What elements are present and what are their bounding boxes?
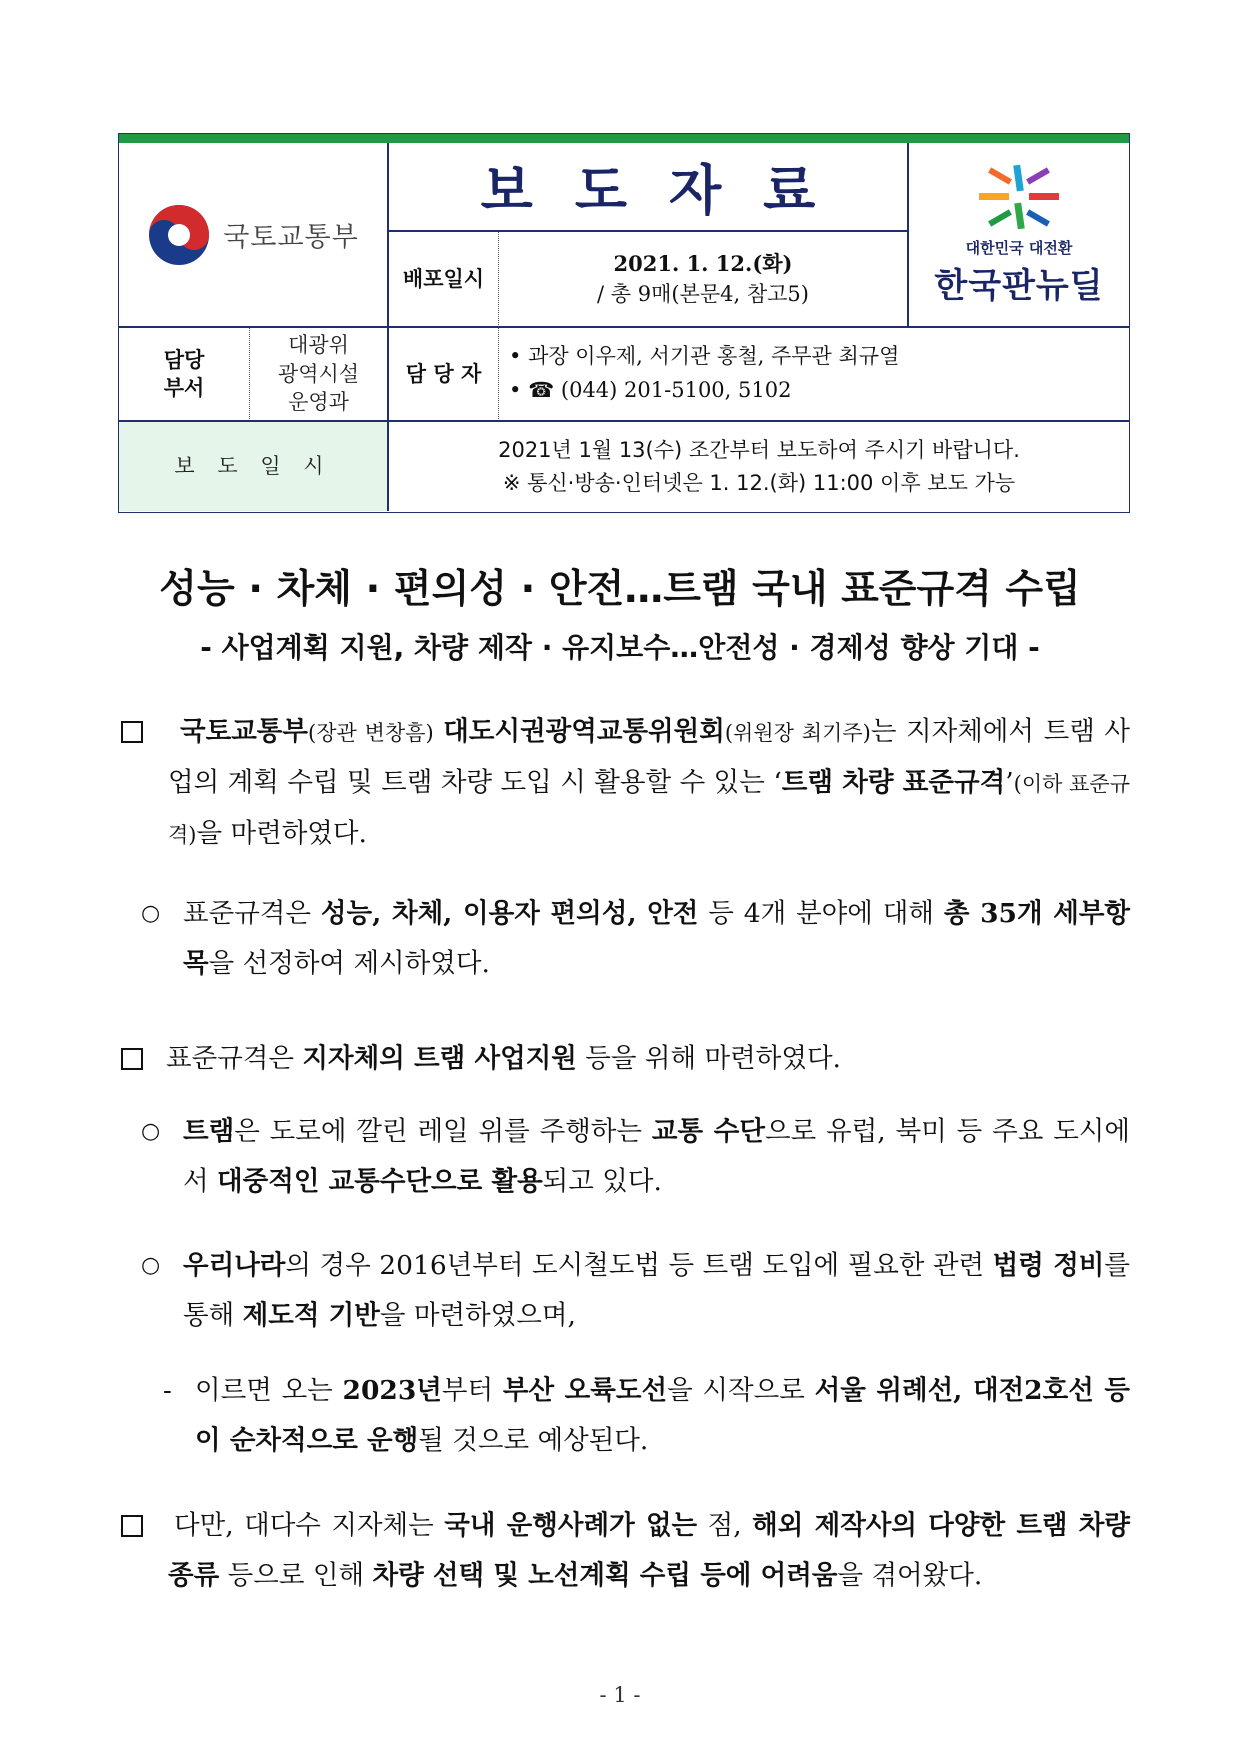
contact-list xyxy=(499,340,899,407)
text-abbrev: (이하 표준규격) xyxy=(168,772,1130,847)
text-p7-f: 차량 선택 및 노선계획 수립 등에 어려움 xyxy=(372,1560,838,1591)
circle-bullet-icon: ○ xyxy=(141,1253,161,1278)
text-p2-d: 총 35개 세부항목 xyxy=(183,898,1131,979)
text-p5-c: 법령 정비 xyxy=(992,1250,1105,1281)
text-p6-f: 서울 위례선, 대전2호선 등이 순차적으로 운행 xyxy=(195,1375,1130,1456)
paragraph-5 xyxy=(183,1241,1130,1341)
text-p6-a: 이르면 오는 xyxy=(195,1375,343,1406)
text-p7-d: 해외 제작사의 다양한 트램 차량 종류 xyxy=(168,1510,1130,1591)
text-p6-d: 부산 오륙도선 xyxy=(502,1375,668,1406)
ministry-logo xyxy=(147,203,358,267)
doc-type-cell xyxy=(389,143,907,230)
dept-value: 대광위 광역시설 운영과 xyxy=(277,333,360,415)
release-date-value-cell xyxy=(499,232,907,326)
new-deal-star-icon xyxy=(974,163,1064,233)
press-release-header xyxy=(118,133,1130,513)
text-p2-e: 을 선정하여 제시하였다. xyxy=(208,948,490,979)
release-date-label: 배포일시 xyxy=(402,265,485,291)
text-minister: (장관 변창흠) xyxy=(308,721,434,745)
embargo-label: 보 도 일 시 xyxy=(174,454,332,479)
text-p7-a: 다만, 대다수 지자체는 xyxy=(174,1510,445,1541)
ministry-logo-cell xyxy=(119,143,387,326)
text-space xyxy=(434,716,444,747)
text-p2-c: 등 4개 분야에 대해 xyxy=(698,898,944,929)
embargo-label-cell xyxy=(119,422,387,511)
text-p1-body: 는 지자체에서 트램 사업의 계획 수립 및 트램 차량 도입 시 활용할 수 있는 ‘ xyxy=(168,716,1130,798)
paragraph-7 xyxy=(168,1501,1130,1601)
checkbox-bullet-icon xyxy=(121,1048,143,1070)
text-p6-e: 을 시작으로 xyxy=(667,1375,815,1406)
release-date-line2: / 총 9매(본문4, 참고5) xyxy=(597,282,809,306)
checkbox-bullet-icon xyxy=(121,721,143,743)
text-p7-e: 등으로 인해 xyxy=(219,1560,373,1591)
dept-value-cell xyxy=(250,328,387,420)
text-p7-b: 국내 운행사례가 없는 xyxy=(444,1510,698,1541)
headline: 성능 · 차체 · 편의성 · 안전…트램 국내 표준규격 수립 xyxy=(159,567,1081,612)
dept-label: 담당 부서 xyxy=(163,346,205,400)
dash-bullet-icon: - xyxy=(163,1376,172,1406)
contact-label: 담 당 자 xyxy=(405,360,482,386)
brand-subtitle: 대한민국 대전환 xyxy=(965,238,1073,257)
text-p5-f: 을 마련하였으며, xyxy=(379,1300,576,1331)
text-quote: ’ xyxy=(1005,767,1014,798)
paragraph-4 xyxy=(183,1107,1130,1207)
text-committee: 대도시권광역교통위원회 xyxy=(443,716,725,747)
release-date-line1: 2021. 1. 12.(화) xyxy=(613,250,793,276)
contact-person: • 과장 이우제, 서기관 홍철, 주무관 최규열 xyxy=(509,340,899,374)
doc-type-title: 보도자료 xyxy=(480,159,858,222)
text-p7-g: 을 겪어왔다. xyxy=(837,1560,983,1591)
text-ministry: 국토교통부 xyxy=(180,716,308,747)
dept-label-cell xyxy=(119,328,249,420)
contact-label-cell xyxy=(389,328,498,420)
page-number: - 1 - xyxy=(599,1683,641,1707)
text-p3-b: 지자체의 트램 사업지원 xyxy=(302,1043,577,1074)
text-p4-a: 트램 xyxy=(183,1116,235,1147)
text-p5-b: 의 경우 2016년부터 도시철도법 등 트램 도입에 필요한 관련 xyxy=(285,1250,993,1281)
embargo-value-cell xyxy=(389,422,1129,511)
text-p6-g: 될 것으로 예상된다. xyxy=(418,1425,649,1456)
text-p4-e: 대중적인 교통수단으로 활용 xyxy=(217,1166,543,1197)
paragraph-1 xyxy=(168,707,1130,860)
paragraph-2 xyxy=(183,889,1130,989)
text-p4-c: 교통 수단 xyxy=(651,1116,765,1147)
text-p4-d: 으로 유럽, 북미 등 주요 도시에서 xyxy=(183,1116,1131,1197)
subheadline: - 사업계획 지원, 차량 제작 · 유지보수…안전성 · 경제성 향상 기대 - xyxy=(200,631,1040,664)
embargo-text xyxy=(498,434,1020,499)
circle-bullet-icon: ○ xyxy=(141,901,161,926)
text-p4-f: 되고 있다. xyxy=(542,1166,662,1197)
text-p5-a: 우리나라 xyxy=(183,1250,286,1281)
embargo-line1: 2021년 1월 13(수) 조간부터 보도하여 주시기 바랍니다. xyxy=(498,437,1020,462)
text-p7-c: 점, xyxy=(697,1510,753,1541)
text-standard-title: 트램 차량 표준규격 xyxy=(781,767,1006,798)
header-green-bar xyxy=(119,134,1129,143)
text-p6-c: 부터 xyxy=(441,1375,503,1406)
checkbox-bullet-icon xyxy=(121,1515,143,1537)
text-p5-e: 제도적 기반 xyxy=(242,1300,380,1331)
text-p2-a: 표준규격은 xyxy=(183,898,321,929)
text-p1-end: 을 마련하였다. xyxy=(196,818,367,849)
text-p5-d: 를 통해 xyxy=(183,1250,1130,1331)
release-date-label-cell xyxy=(389,232,498,326)
text-p2-b: 성능, 차체, 이용자 편의성, 안전 xyxy=(320,898,699,929)
ministry-logo-text: 국토교통부 xyxy=(223,222,359,253)
paragraph-3 xyxy=(166,1034,1130,1084)
text-p3-a: 표준규격은 xyxy=(166,1043,303,1074)
taegeuk-icon xyxy=(147,203,211,267)
text-p6-b: 2023년 xyxy=(342,1375,442,1406)
text-chair: (위원장 최기주) xyxy=(724,721,871,745)
embargo-line2: ※ 통신·방송·인터넷은 1. 12.(화) 11:00 이후 보도 가능 xyxy=(502,470,1016,495)
paragraph-6 xyxy=(195,1366,1130,1466)
contact-value-cell xyxy=(499,328,1129,420)
circle-bullet-icon: ○ xyxy=(141,1119,161,1144)
brand-title: 한국판뉴딜 xyxy=(934,265,1104,306)
text-p4-b: 은 도로에 깔린 레일 위를 주행하는 xyxy=(234,1116,652,1147)
text-p3-c: 등을 위해 마련하였다. xyxy=(576,1043,841,1074)
contact-phone: • ☎ (044) 201-5100, 5102 xyxy=(509,374,899,408)
korean-new-deal-logo xyxy=(909,143,1129,326)
